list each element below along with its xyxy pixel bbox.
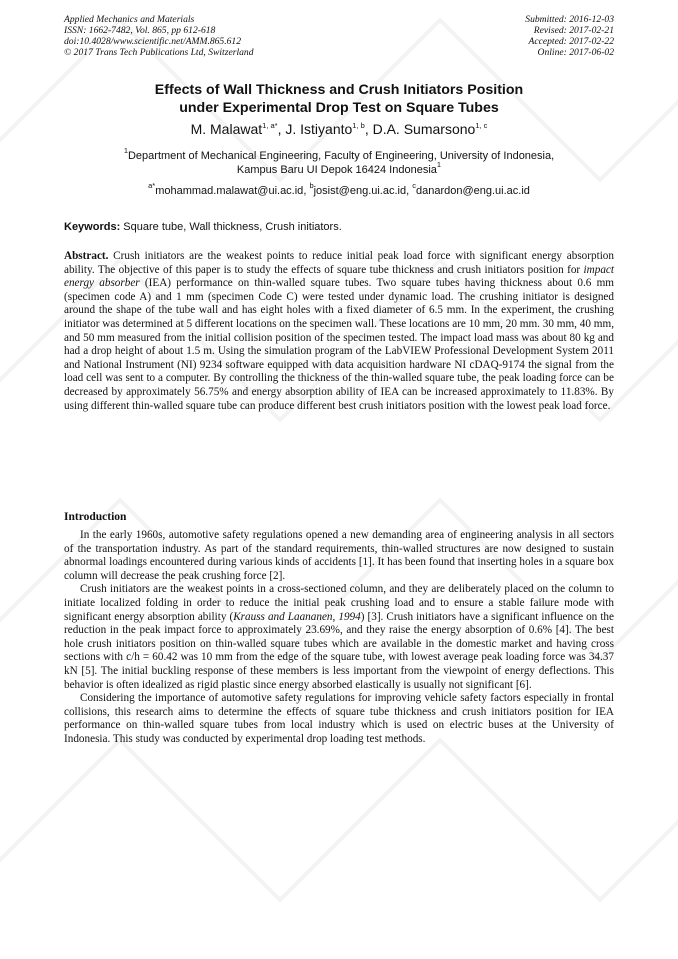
abstract-label: Abstract. <box>64 250 109 262</box>
section-heading: Introduction <box>64 511 127 523</box>
keywords-text: Square tube, Wall thickness, Crush initiators. <box>120 221 342 233</box>
email-separator: , <box>406 185 413 197</box>
affiliation-line-1: Department of Mechanical Engineering, Faculty of Engineering, University of Indonesia, <box>127 150 555 162</box>
affiliation-mark: 1 <box>123 146 128 155</box>
keywords <box>64 220 614 234</box>
paragraph-text: ) [3]. Crush initiators have a significant influence on the reduction in the peak impact force to approximately 23.69%, and they raise the energy absorption of 0.6% [4]. The best hole crush initiators position on thin-walled square tubes which are available in the domestic market and having cross sections with c/h = 60.42 was 10 mm from the edge of the square tube, with lowest average peak loading force was 34.37 kN [5]. The initial buckling response of these members is less important from the viewpoint of energy deflections. This behavior is often idealized as rigid plastic since energy absorbed elastically is usually not significant [6]. <box>64 610 614 691</box>
journal-copyright: © 2017 Trans Tech Publications Ltd, Switzerland <box>64 47 254 58</box>
email-address: danardon@eng.ui.ac.id <box>415 185 530 197</box>
affiliation <box>0 146 678 177</box>
author-separator: , <box>277 121 286 137</box>
author-affiliation-mark: 1, b <box>352 121 365 130</box>
email-separator: , <box>303 185 310 197</box>
citation-emphasis: Krauss and Laananen, 1994 <box>233 610 361 623</box>
email-mark: b <box>309 181 314 190</box>
title-line-2: under Experimental Drop Test on Square Tubes <box>179 99 499 116</box>
email-mark: c <box>412 181 416 190</box>
keywords-label: Keywords: <box>64 221 121 233</box>
title-line-1: Effects of Wall Thickness and Crush Initiators Position <box>154 82 524 98</box>
email-address: mohammad.malawat@ui.ac.id <box>155 185 304 197</box>
date-submitted: Submitted: 2016-12-03 <box>525 14 614 25</box>
author-affiliation-mark: 1, c <box>475 121 488 130</box>
affiliation-mark: 1 <box>436 160 442 169</box>
author-name: M. Malawat <box>190 121 263 137</box>
journal-name: Applied Mechanics and Materials <box>64 14 195 25</box>
date-online: Online: 2017-06-02 <box>537 47 614 58</box>
author-emails <box>0 181 678 198</box>
abstract-text: Crush initiators are the weakest points to reduce initial peak load force with significant energy absorption ability. The objective of this paper is to study the effects of square tube thickness and crush initiators position for <box>64 250 614 276</box>
author-separator: , <box>364 121 373 137</box>
abstract-text: (IEA) performance on thin-walled square tubes. Two square tubes having thickness about 0.6 mm (specimen code A) and 1 mm (specimen Code C) were tested under dynamic load. The crushing initiator is designed around the shape of the tube wall and has eight holes with a fixed diameter of 6.5 mm. In the experiment, the crushing initiator was determined at 5 different locations on the specimen wall. These locations are 10 mm, 20 mm. 30 mm, 40 mm, and 50 mm measured from the initial collision position of the specimen tested. The impact load mass was about 80 kg and had a drop height of about 1.5 m. Using the simulation program of the LabVIEW Professional Development System 2011 and National Instrument (NI) 9234 software equipped with data acquisition hardware NI cDAQ-9174 the signal from the load cell was sent to a computer. By controlling the thickness of the thin-walled square tube, the peak loading force can be decreased by approximately 56.75% and energy absorption ability of IEA can be increased approximately to 11.83%. By using different thin-walled square tube can produce different best crush initiators position with the lowest peak load force. <box>64 277 614 412</box>
journal-issn: ISSN: 1662-7482, Vol. 865, pp 612-618 <box>64 25 216 36</box>
affiliation-line-2: Kampus Baru UI Depok 16424 Indonesia <box>236 164 437 176</box>
author-list <box>0 120 678 138</box>
paragraph: Considering the importance of automotive safety regulations for improving vehicle safety factors especially in frontal collisions, this research aims to determine the effects of square tube thickness and crush initiators position for IEA performance on thin-walled square tubes from local industry which is used on electric buses at the University of Indonesia. This study was conducted by experimental drop loading test methods. <box>64 692 614 745</box>
email-address: josist@eng.ui.ac.id <box>313 185 407 197</box>
journal-doi: doi:10.4028/www.scientific.net/AMM.865.612 <box>64 36 242 47</box>
date-accepted: Accepted: 2017-02-22 <box>528 36 614 47</box>
paragraph <box>64 583 614 692</box>
author-affiliation-mark: 1, a* <box>262 121 278 130</box>
introduction-section <box>64 510 614 747</box>
author-name: J. Istiyanto <box>285 121 353 137</box>
paragraph-text: Crush initiators are the weakest points in a cross-sectioned column, and they are deliberately placed on the column to initiate localized folding in order to reduce the initial peak crushing load and to ensure a stable failure mode with significant energy absorption ability ( <box>64 583 614 623</box>
abstract <box>64 250 614 413</box>
date-revised: Revised: 2017-02-21 <box>533 25 614 36</box>
paper-title <box>0 82 678 117</box>
email-mark: a* <box>148 181 156 190</box>
abstract-emphasis: impact energy absorber <box>64 263 614 290</box>
author-name: D.A. Sumarsono <box>372 121 476 137</box>
paragraph: In the early 1960s, automotive safety regulations opened a new demanding area of engineering analysis in all sectors of the transportation industry. As part of the standard requirements, thin-walled structures are now designed to sustain abnormal loadings encountered during various kinds of accidents [1]. It has been found that inserting holes in a square box column will decrease the peak crushing force [2]. <box>64 529 614 582</box>
